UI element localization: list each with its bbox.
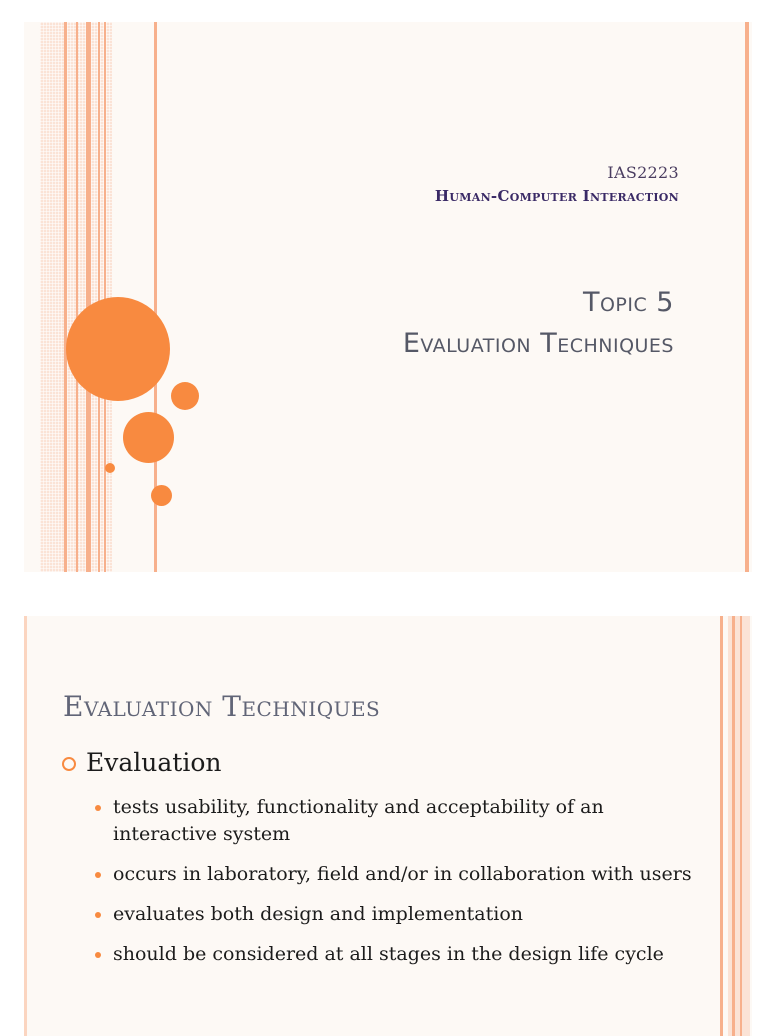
- bullet-dot-icon: [95, 912, 101, 918]
- slide-title: Evaluation Techniques: [63, 690, 381, 723]
- title-slide: [24, 22, 752, 572]
- bullet-text: evaluates both design and implementation: [113, 903, 523, 925]
- decorative-circle-small: [105, 463, 115, 473]
- list-item: [95, 861, 695, 888]
- main-bullet: [62, 748, 221, 777]
- list-item: [95, 901, 695, 928]
- right-stripe-line: [720, 616, 723, 1036]
- bullet-dot-icon: [95, 952, 101, 958]
- stripe-line: [98, 22, 100, 572]
- main-bullet-label: Evaluation: [86, 748, 222, 777]
- content-slide: [24, 616, 752, 1036]
- ring-bullet-icon: [62, 757, 76, 771]
- list-item: [95, 941, 695, 968]
- topic-title: Evaluation Techniques: [402, 328, 674, 359]
- decorative-circle: [171, 382, 199, 410]
- decorative-circle-medium: [123, 412, 174, 463]
- bullet-text: occurs in laboratory, field and/or in collaboration with users: [113, 863, 692, 885]
- stripe-line: [76, 22, 78, 572]
- bullet-dot-icon: [95, 805, 101, 811]
- left-stripe-line: [24, 616, 27, 1036]
- bullet-dot-icon: [95, 872, 101, 878]
- list-item: [95, 794, 695, 848]
- topic-number: Topic 5: [582, 287, 674, 318]
- right-stripe-line: [740, 616, 742, 1036]
- right-stripe-line: [745, 22, 749, 572]
- course-code: IAS2223: [607, 163, 679, 182]
- decorative-circle-large: [66, 297, 170, 401]
- course-name: Human-Computer Interaction: [434, 187, 679, 205]
- bullet-text: should be considered at all stages in the design life cycle: [113, 943, 664, 965]
- stripe-line: [86, 22, 91, 572]
- right-stripe-line: [732, 616, 735, 1036]
- stripe-line: [104, 22, 106, 572]
- bullet-text: tests usability, functionality and acceptability of an interactive system: [113, 796, 604, 845]
- stripe-line: [64, 22, 67, 572]
- sub-bullet-list: [95, 794, 695, 981]
- decorative-circle: [151, 485, 172, 506]
